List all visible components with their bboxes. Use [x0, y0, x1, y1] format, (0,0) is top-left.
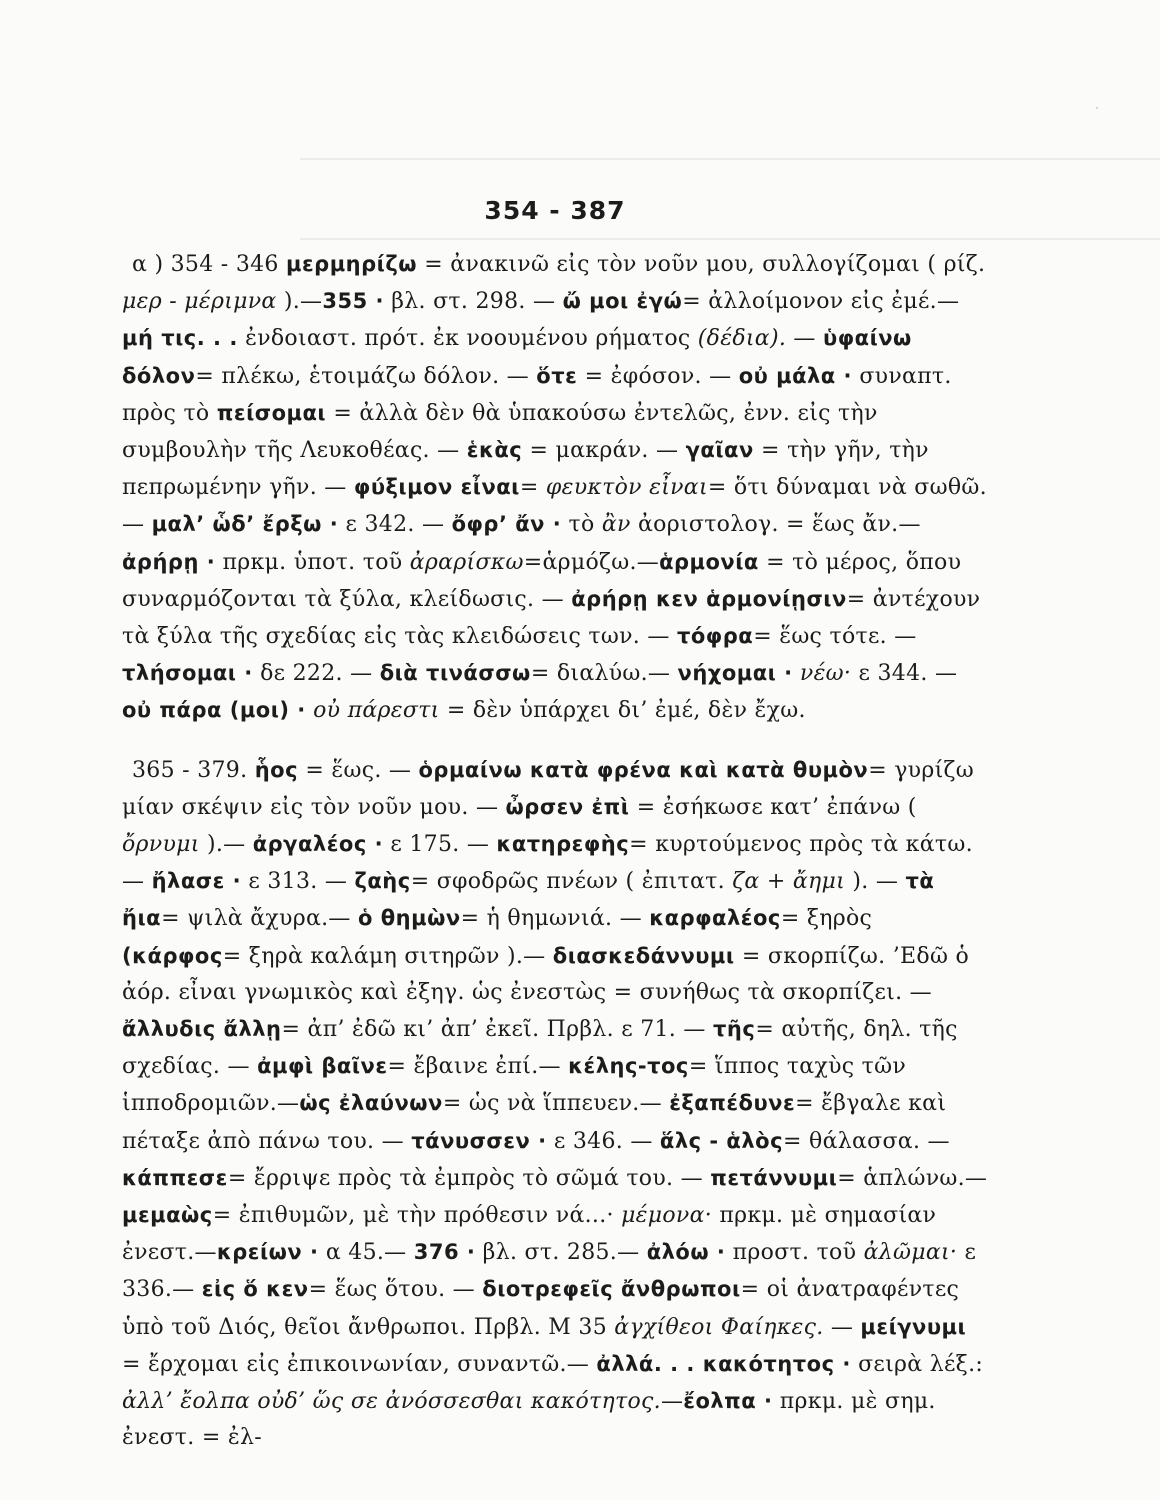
text-run: σειρὰ λέξ.: [850, 1351, 984, 1377]
headword: ὑφαίνω δόλον [122, 326, 912, 388]
text-run: = ἐσήκωσε κατ’ ἐπάνω ( [629, 794, 917, 820]
text-run: = ἕως. — [298, 757, 419, 783]
headword: καρφαλέος [649, 906, 781, 931]
headword: οὐ μάλα · [738, 363, 853, 388]
text-run: — [660, 1389, 684, 1415]
text-run: = ὅτι δύναμαι νὰ σωθῶ.— [122, 475, 987, 538]
text-run: = ψιλὰ ἄχυρα.— [161, 906, 358, 932]
headword: 376 · [413, 1240, 476, 1265]
headword: κατηρεφὴς [496, 832, 630, 857]
italic-text: οὐ πάρεστι [313, 698, 440, 724]
headword: ἐξαπέδυνε [669, 1091, 796, 1116]
headword: ἧος [254, 757, 299, 782]
text-run: = ὡς νὰ ἵππευεν.— [442, 1091, 670, 1117]
text-run: = ἡ θημωνιά. — [460, 906, 650, 932]
page [122, 196, 988, 1457]
italic-text: νέω· [799, 661, 852, 687]
headword: διοτρεφεῖς ἄνθρωποι [482, 1277, 741, 1302]
text-run: = σκορπίζω. ’Εδῶ ὁ ἀόρ. εἶναι γνωμικὸς καὶ ἐξηγ. ὡς ἐνεστὼς = συνήθως τὰ σκορπίζει. — [122, 943, 970, 1005]
headword: ζαὴς [354, 869, 411, 894]
text-run: = ἵππος ταχὺς τῶν ἱπποδρομιῶν.— [122, 1054, 907, 1117]
text-run: ). — [845, 869, 906, 895]
headword: ὁ θημὼν [358, 906, 461, 931]
text-run: ε 344. — [851, 661, 958, 687]
text-run: ε 342. — [338, 512, 452, 538]
text-run: ε 336.— [122, 1240, 977, 1303]
text-run: α 45.— [318, 1240, 414, 1266]
headword: ἀλόω · [646, 1240, 726, 1265]
headword: ἀμφὶ βαῖνε [257, 1054, 388, 1079]
text-run: = ἔρριψε πρὸς τὰ ἐμπρὸς τὸ σῶμά του. — [227, 1165, 711, 1191]
text-run: ε 175. — [383, 832, 497, 858]
text-run: ).— [276, 289, 323, 315]
text-run: = [519, 475, 546, 501]
headword: (κάρφος [122, 943, 223, 968]
italic-text: ἀλῶμαι· [863, 1240, 958, 1266]
headword: ἀρήρῃ κεν ἁρμονίῃσιν [571, 586, 847, 611]
text-run: τὸ [561, 512, 602, 538]
italic-text: (δέδια). [697, 326, 787, 352]
text-run: πρκμ. μὲ σημ. ἐνεστ. = ἐλ- [122, 1389, 936, 1451]
text-run [793, 661, 800, 686]
headword: μεμαὼς [122, 1203, 213, 1228]
text-run: πρκμ. μὲ σημασίαν ἐνεστ.— [122, 1203, 937, 1266]
text-run: = σφοδρῶς πνέων ( ἐπιτατ. [410, 869, 733, 895]
headword: ἀλλά. . . κακότητος · [596, 1351, 851, 1376]
italic-text: μέμονα· [621, 1203, 713, 1229]
headword: ἄλλυδις ἄλλῃ [122, 1017, 282, 1042]
text-run: ).— [199, 832, 253, 858]
text-run: = ἔβγαλε καὶ πέταξε ἀπὸ πάνω του. — [122, 1091, 947, 1154]
text-run: 365 - 379. [132, 757, 255, 783]
text-run: = ἀλλὰ δὲν θὰ ὑπακούσω ἐντελῶς, ἐνν. εἰς τὴν συμβουλὴν τῆς Λευκοθέας. — [122, 400, 878, 464]
italic-text: ζα + ἄημι [732, 869, 846, 895]
headword: ὁρμαίνω κατὰ φρένα καὶ κατὰ θυμὸν [418, 757, 869, 782]
headword: μείγνυμι [860, 1314, 967, 1339]
text-run: = ἐφόσον. — [577, 363, 739, 389]
text-run: = ἀλλοίμονον εἰς ἐμέ.— [682, 289, 960, 315]
headword: ὦρσεν ἐπὶ [505, 794, 630, 819]
text-run: = κυρτούμενος πρὸς τὰ κάτω.— [122, 832, 973, 895]
headword: ἀργαλέος · [252, 832, 384, 857]
headword: τάνυσσεν · [411, 1128, 547, 1153]
headword: μερμηρίζω [286, 252, 417, 276]
italic-text: ἂν [601, 512, 631, 538]
headword: ἔολπα · [683, 1389, 773, 1414]
text-run: πρκμ. ὑποτ. τοῦ [215, 549, 410, 575]
text-run: = δὲν ὑπάρχει δι’ ἐμέ, δὲν ἔχω. [439, 698, 806, 724]
text-run: δε 222. — [252, 661, 380, 687]
paragraph-1 [122, 246, 988, 730]
headword: ἤλασε · [151, 869, 242, 894]
headword: μαλ’ ὧδ’ ἔρξω · [151, 512, 339, 537]
text-run: = ἐπιθυμῶν, μὲ τὴν πρόθεσιν νά...· [212, 1203, 622, 1229]
text-run: α ) 354 - 346 [132, 252, 287, 277]
headword: τῆς [713, 1017, 756, 1042]
text-run: = ἀνακινῶ εἰς τὸν νοῦν μου, συλλογίζομαι ( ρίζ. [416, 252, 986, 277]
text-run: ε 313. — [241, 869, 355, 895]
text-run: = θάλασσα. — [783, 1128, 950, 1154]
text-run: συναπτ. πρὸς τὸ [122, 363, 952, 426]
text-run: ἐνδοιαστ. πρότ. ἐκ νοουμένου ρήματος [237, 326, 698, 352]
text-run: = πλέκω, ἑτοιμάζω δόλον. — [195, 363, 537, 389]
headword: ὅτε [536, 363, 578, 388]
text-run: = ἕως τότε. — [753, 624, 917, 650]
text-run: = τὸ μέρος, ὅπου συναρμόζονται τὰ ξύλα, κλείδωσις. — [122, 549, 962, 612]
headword: ἁρμονία [659, 549, 759, 574]
text-run: = ξηρὰ καλάμη σιτηρῶν ).— [222, 943, 553, 969]
headword: ὄφρ’ ἄν · [451, 512, 562, 537]
text-run: = ἔρχομαι εἰς ἐπικοινωνίαν, συναντῶ.— [122, 1351, 597, 1377]
headword: κάππεσε [122, 1165, 228, 1190]
text-run: βλ. στ. 285.— [475, 1240, 647, 1266]
italic-text: μερ - μέριμνα [122, 289, 277, 315]
text-run: = ἔβαινε ἐπί.— [387, 1054, 569, 1080]
italic-text: ἀλλ’ ἔολπα οὐδ’ ὥς σε ἀνόσσεσθαι κακότητος. [122, 1389, 661, 1415]
headword: τὰ ἤια [122, 869, 935, 931]
headword: κέλης-τος [568, 1054, 689, 1079]
text-run: προστ. τοῦ [725, 1240, 864, 1266]
page-header: 354 - 387 [484, 196, 626, 225]
headword: διασκεδάννυμι [552, 943, 735, 968]
headword: ὡς ἐλαύνων [299, 1091, 443, 1116]
text-run: = διαλύω.— [530, 661, 678, 687]
headword: φύξιμον εἶναι [353, 475, 520, 500]
text-run: = ἀπ’ ἐδῶ κι’ ἀπ’ ἐκεῖ. Πρβλ. ε 71. — [281, 1017, 713, 1043]
headword: ὤ μοι ἐγώ [562, 289, 683, 314]
headword: κρείων · [216, 1240, 319, 1265]
text-run: = μακράν. — [522, 438, 686, 464]
headword: ἑκὰς [466, 438, 523, 463]
text-run: = οἱ ἀνατραφέντες ὑπὸ τοῦ Διός, θεῖοι ἄνθρωποι. Πρβλ. Μ 35 [122, 1277, 960, 1340]
italic-text: ὄρνυμι [122, 832, 200, 858]
headword: μή τις. . . [122, 326, 238, 351]
text-run: — [823, 1314, 861, 1340]
italic-text: φευκτὸν εἶναι [545, 475, 708, 501]
headword: τόφρα [676, 624, 754, 649]
headword: ἅλς - ἁλὸς [659, 1128, 784, 1153]
text-run: — [786, 326, 824, 352]
headword: τλήσομαι · [122, 661, 253, 686]
text-run: = ἕως ὅτου. — [308, 1277, 483, 1303]
text-run: βλ. στ. 298. — [383, 289, 563, 315]
headword: γαῖαν [685, 438, 754, 463]
italic-text: ἀραρίσκω [409, 549, 524, 575]
headword: πείσομαι [216, 400, 327, 425]
text-run: = ξηρὸς [780, 906, 873, 932]
headword: πετάννυμι [710, 1165, 838, 1190]
headword: 355 · [322, 289, 384, 314]
text-run: ἀοριστολογ. = ἕως ἄν.— [630, 512, 921, 538]
headword: οὐ πάρα (μοι) · [122, 698, 306, 723]
italic-text: ἀγχίθεοι Φαίηκες. [614, 1314, 824, 1340]
headword: ἀρήρῃ · [122, 549, 216, 574]
text-run [306, 698, 313, 723]
text-run: =ἁρμόζω.— [523, 549, 660, 575]
text-run: ε 346. — [546, 1128, 660, 1154]
text-run: = τὴν γῆν, τὴν πεπρωμένην γῆν. — [122, 438, 929, 501]
paragraph-2 [122, 752, 988, 1457]
headword: διὰ τινάσσω [379, 661, 531, 686]
bleed-through: · [1094, 98, 1100, 119]
headword: νήχομαι · [677, 661, 793, 686]
text-run: = ἀντέχουν τὰ ξύλα τῆς σχεδίας εἰς τὰς κλειδώσεις των. — [122, 586, 981, 650]
text-run: = γυρίζω μίαν σκέψιν εἰς τὸν νοῦν μου. — [122, 757, 974, 820]
text-run: = αὐτῆς, δηλ. τῆς σχεδίας. — [122, 1017, 958, 1080]
headword: εἰς ὅ κεν [201, 1277, 309, 1302]
text-run: = ἁπλώνω.— [837, 1165, 988, 1191]
